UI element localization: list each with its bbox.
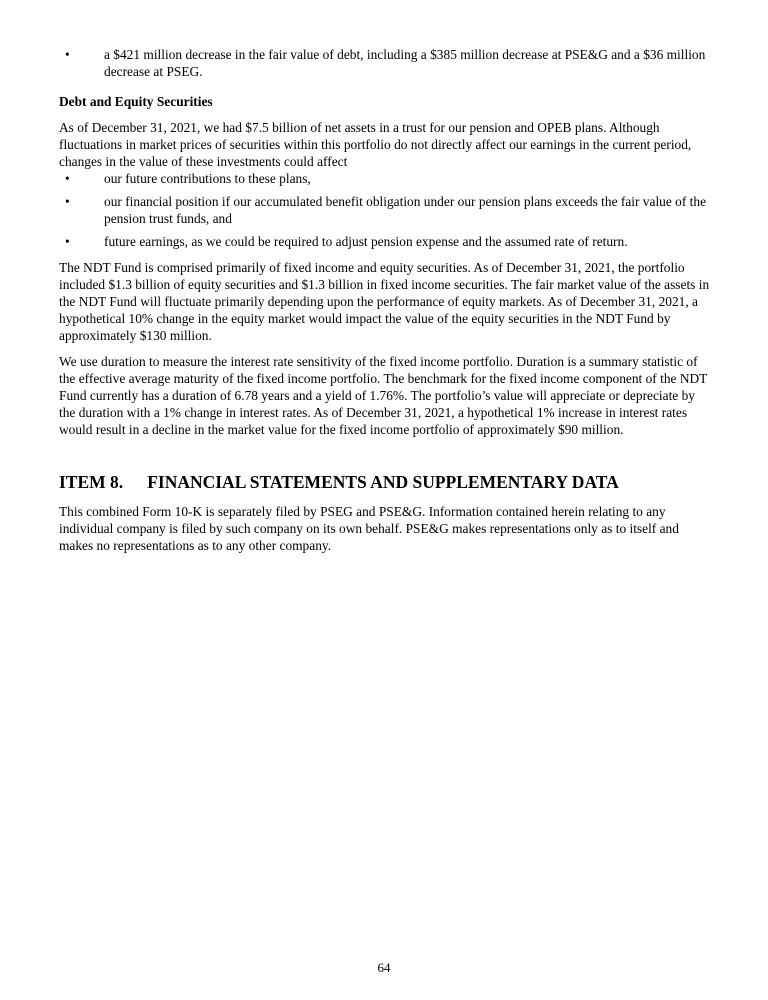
ndt-fund-paragraph: The NDT Fund is comprised primarily of fixed income and equity securities. As of December 31, 2021, the portfolio included $1.3 billion of equity securities and $1.3 billion in fixed income securities. The fair market value of the assets in the NDT Fund will fluctuate primarily depending upon the performance of equity markets. As of December 31, 2021, a hypothetical 10% change in the equity market would impact the value of the equity securities in the NDT Fund by approximately $130 million.	[59, 260, 710, 343]
page-number: 64	[377, 960, 391, 975]
top-bullet-item	[59, 46, 712, 80]
bullet-text: our future contributions to these plans,	[104, 171, 311, 186]
bullet-marker: •	[65, 47, 70, 62]
bullet-marker: •	[65, 234, 70, 249]
list-item	[59, 233, 712, 250]
bullet-marker: •	[65, 194, 70, 209]
item8-label: ITEM 8.	[59, 472, 124, 492]
duration-paragraph: We use duration to measure the interest rate sensitivity of the fixed income portfolio. Duration is a summary statistic of the effective average maturity of the fixed income portfolio. The benchmark for the fixed income component of the NDT Fund currently has a duration of 6.78 years and a yield of 1.76%. The portfolio’s value will appreciate or depreciate by the duration with a 1% change in interest rates. As of December 31, 2021, a hypothetical 1% increase in interest rates would result in a decline in the market value for the fixed income portfolio of approximately $90 million.	[59, 354, 708, 437]
section-heading-debt-equity: Debt and Equity Securities	[59, 94, 213, 109]
item8-paragraph: This combined Form 10-K is separately filed by PSEG and PSE&G. Information contained herein relating to any individual company is filed by such company on its own behalf. PSE&G makes representations only as to itself and makes no representations as to any other company.	[59, 504, 679, 553]
item8-title: FINANCIAL STATEMENTS AND SUPPLEMENTARY DATA	[147, 472, 619, 492]
pension-bullet-list	[59, 170, 712, 250]
bullet-text: future earnings, as we could be required to adjust pension expense and the assumed rate of return.	[104, 234, 628, 249]
top-bullet-text: a $421 million decrease in the fair value of debt, including a $385 million decrease at PSE&G and a $36 million decrease at PSEG.	[104, 47, 706, 79]
bullet-text: our financial position if our accumulated benefit obligation under our pension plans exceeds the fair value of the pension trust funds, and	[104, 194, 707, 226]
bullet-marker: •	[65, 171, 70, 186]
item8-heading	[59, 471, 712, 493]
list-item	[59, 193, 712, 227]
list-item	[59, 170, 712, 187]
intro-paragraph: As of December 31, 2021, we had $7.5 billion of net assets in a trust for our pension and OPEB plans. Although fluctuations in market prices of securities within this portfolio do not directly affect our earnings in the current period, changes in the value of these investments could affect	[59, 120, 692, 169]
